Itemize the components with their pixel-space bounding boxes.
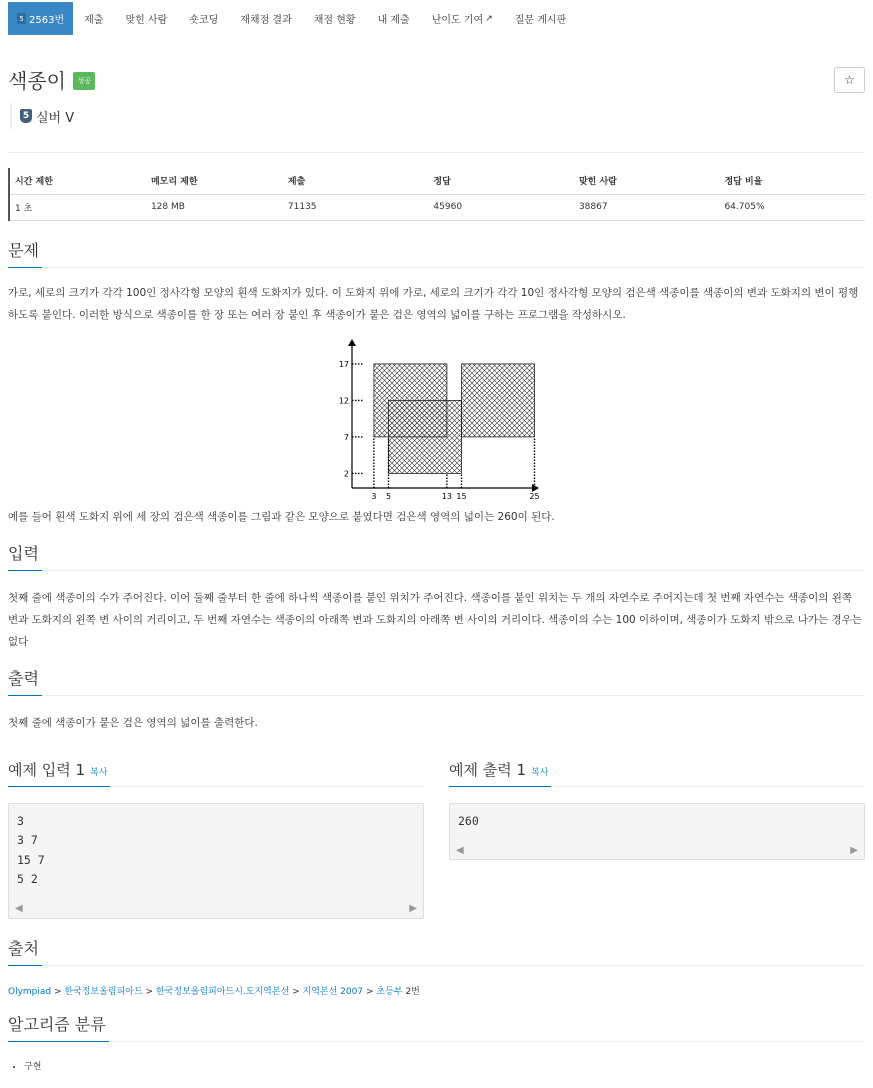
scroll-left-icon[interactable]: ◀ [456,844,464,856]
page [0,2,873,1088]
paper-diagram [332,338,542,502]
page-title: 색종이 [8,69,66,93]
x-tick-label: 15 [455,491,467,501]
header-memory-limit: 메모리 제한 [146,168,283,194]
scroll-right-icon[interactable]: ▶ [850,844,858,856]
source-section-head [8,935,865,966]
submissions-value: 71135 [283,194,429,220]
breadcrumb [8,966,865,997]
algorithm-section [8,1011,865,1074]
time-limit-value: 1 초 [9,194,146,220]
x-tick-label: 13 [441,491,452,501]
input-description: 첫째 줄에 색종이의 수가 주어진다. 이어 둘째 줄부터 한 줄에 하나씩 색종이를 붙인 위치가 주어진다. 색종이를 붙인 위치는 두 개의 자연수로 주어지는데 첫 번째 자연수는 색종이의 왼쪽 변과 도화지의 왼쪽 변 사이의 거리이고, 두 번째 자연수는 색종이의 아래쪽 변과 도화지의 아래쪽 변 사이의 거리이다. 색종이의 수는 100 이하이며, 색종이가 도화지 밖으로 나가는 경우는 없다 [8,591,862,648]
nav-short-coding[interactable]: 숏코딩 [189,15,219,26]
sample-output-head [449,756,865,787]
sample-input-head [8,756,424,787]
nav-my-submissions[interactable]: 내 제출 [377,15,410,26]
output-section [8,665,865,734]
input-section [8,540,865,653]
source-link-koi[interactable]: 한국정보올림피아드 [64,986,143,997]
memory-limit-value: 128 MB [146,194,283,220]
accepted-value: 45960 [428,194,574,220]
sample-input-heading [8,759,110,787]
sample-output-title: 예제 출력 1 [449,760,527,779]
problem-body [8,268,865,528]
scroll-left-icon[interactable]: ◀ [15,903,23,914]
tier-text: 실버 V [36,110,75,126]
copy-input-button[interactable]: 복사 [90,767,108,778]
sample-output-box [449,803,865,861]
nav-solved-users[interactable]: 맞힌 사람 [125,15,168,26]
nav-question-board[interactable]: 질문 게시판 [514,15,567,26]
algorithm-section-head [8,1011,865,1042]
algorithm-list [8,1042,865,1074]
header-accept-ratio: 정답 비율 [719,168,865,194]
sample-input-title: 예제 입력 1 [8,760,86,779]
y-tick-label: 7 [343,432,349,442]
source-link-2007[interactable]: 지역본선 2007 [302,986,364,997]
breadcrumb-separator: > [292,986,300,997]
nav-submit[interactable]: 제출 [84,15,104,26]
table-header-row [9,168,865,194]
nav-problem-number[interactable] [8,2,73,35]
problem-heading: 문제 [8,238,42,268]
problem-example-text: 예를 들어 흰색 도화지 위에 세 장의 검은색 색종이를 그림과 같은 모양으로 붙였다면 검은색 영역의 넓이는 260이 된다. [8,510,555,523]
star-icon: ☆ [844,73,855,87]
y-tick-label: 2 [343,468,349,478]
source-section [8,935,865,997]
sample-output-heading [449,759,551,787]
problem-description: 가로, 세로의 크기가 각각 100인 정사각형 모양의 흰색 도화지가 있다. 이 도화지 위에 가로, 세로의 크기가 각각 10인 정사각형 모양의 검은색 색종이를 색종이의 변과 도화지의 변이 평행하도록 붙인다. 이러한 방식으로 색종이를 한 장 또는 여러 장 붙인 후 색종이가 붙은 검은 영역의 넓이를 구하는 프로그램을 작성하시오. [8,286,859,321]
level-badge-icon: 5 [17,13,26,24]
output-section-head [8,665,865,696]
y-tick-label: 17 [338,359,349,369]
nav-difficulty-label: 난이도 기여 [431,15,484,26]
problem-figure [8,338,865,502]
x-axis-arrow-icon [532,484,539,492]
source-link-olympiad[interactable]: Olympiad [8,986,52,997]
source-heading: 출처 [8,936,42,966]
accept-ratio-value: 64.705% [719,194,865,220]
source-link-elementary[interactable]: 초등부 [376,986,403,997]
x-tick-label: 5 [385,491,391,501]
output-description: 첫째 줄에 색종이가 붙은 검은 영역의 넓이를 출력한다. [8,716,258,729]
x-tick-label: 3 [370,491,376,501]
status-badge: 성공 [73,72,95,90]
sample-input-text: 3 3 7 15 7 5 2 [17,813,45,886]
list-item[interactable]: • 구현 [24,1060,865,1074]
breadcrumb-separator: > [365,986,374,997]
breadcrumb-separator: > [54,986,62,997]
source-link-regional[interactable]: 한국정보올림피아드시.도지역본선 [155,986,290,997]
output-heading: 출력 [8,666,42,696]
sample-output-scrollbar[interactable] [450,841,864,859]
paper-square-2 [461,363,534,436]
star-button[interactable] [834,67,865,93]
input-section-head [8,540,865,571]
table-row [9,194,865,220]
output-body [8,696,865,734]
header-submissions: 제출 [283,168,429,194]
paper-square-3 [388,400,461,473]
tier-icon: 5 [20,109,32,123]
header-time-limit: 시간 제한 [9,168,146,194]
sample-output-text: 260 [458,813,479,828]
source-suffix: 2번 [405,986,420,997]
problem-info-table [8,168,865,221]
header-solved-users: 맞힌 사람 [574,168,720,194]
sample-output [449,756,865,919]
algorithm-heading: 알고리즘 분류 [8,1012,109,1042]
breadcrumb-separator: > [145,986,154,997]
title-row [8,65,865,95]
y-axis-arrow-icon [348,339,356,346]
input-heading: 입력 [8,541,42,571]
header-accepted: 정답 [428,168,574,194]
samples-row [8,756,865,919]
nav-difficulty-contribution[interactable] [421,2,504,35]
x-tick-label: 25 [528,491,540,501]
solved-users-value: 38867 [574,194,720,220]
problem-section-head [8,237,865,268]
nav-judge-status[interactable]: 채점 현황 [313,15,356,26]
scroll-right-icon[interactable]: ▶ [409,903,417,914]
nav-problem-number-label: 2563번 [29,15,65,26]
external-link-icon: ↗ [485,13,493,24]
nav-rejudge-results[interactable]: 재채점 결과 [240,15,292,26]
copy-output-button[interactable]: 복사 [531,767,549,778]
y-tick-label: 12 [338,395,349,405]
problem-section [8,237,865,528]
tier-label [10,103,865,129]
sample-input-scrollbar[interactable] [9,900,423,918]
sample-input-box [8,803,424,919]
sample-input [8,756,424,919]
problem-nav [8,2,865,35]
input-body [8,571,865,653]
divider [8,152,865,153]
squares-layer [373,363,534,473]
